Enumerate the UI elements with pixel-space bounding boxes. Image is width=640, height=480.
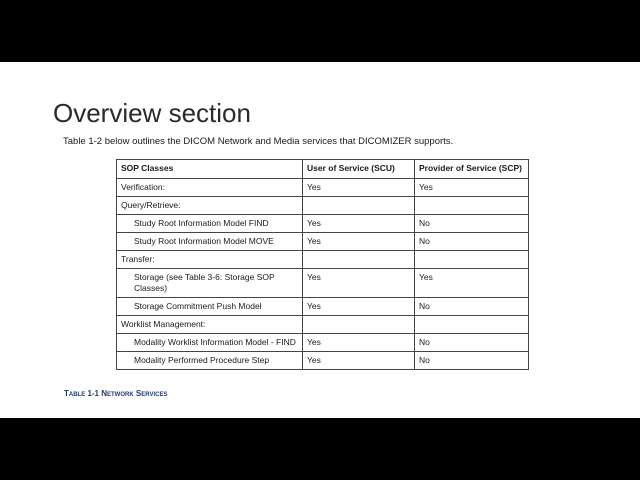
page-title: Overview section (53, 98, 251, 128)
scu-cell: Yes (303, 298, 415, 316)
sop-class-cell: Storage (see Table 3-6: Storage SOP Classes) (117, 269, 303, 298)
scu-cell (303, 316, 415, 334)
table-row (117, 233, 529, 251)
scp-cell (415, 316, 529, 334)
scp-cell: Yes (415, 179, 529, 197)
table-row (117, 352, 529, 370)
scu-cell (303, 251, 415, 269)
scu-cell: Yes (303, 352, 415, 370)
table-caption: Table 1-1 Network Services (64, 389, 168, 398)
intro-text: Table 1-2 below outlines the DICOM Network and Media services that DICOMIZER supports. (63, 136, 454, 147)
scu-cell: Yes (303, 215, 415, 233)
scu-cell: Yes (303, 233, 415, 251)
sop-class-cell: Modality Performed Procedure Step (117, 352, 303, 370)
header-sop-classes: SOP Classes (117, 160, 303, 179)
network-services-table (116, 159, 529, 370)
scp-cell (415, 197, 529, 215)
scp-cell: No (415, 298, 529, 316)
sop-class-cell: Storage Commitment Push Model (117, 298, 303, 316)
table-row (117, 298, 529, 316)
scp-cell: No (415, 215, 529, 233)
table-row (117, 269, 529, 298)
scp-cell: No (415, 352, 529, 370)
scu-cell: Yes (303, 179, 415, 197)
table-row (117, 334, 529, 352)
header-scp: Provider of Service (SCP) (415, 160, 529, 179)
document-page (0, 62, 640, 418)
table-row (117, 197, 529, 215)
sop-class-cell: Study Root Information Model FIND (117, 215, 303, 233)
table-header-row (117, 160, 529, 179)
table-row (117, 251, 529, 269)
scu-cell (303, 197, 415, 215)
table-row (117, 316, 529, 334)
sop-class-cell: Modality Worklist Information Model - FIND (117, 334, 303, 352)
sop-class-cell: Query/Retrieve: (117, 197, 303, 215)
sop-class-cell: Verification: (117, 179, 303, 197)
sop-class-cell: Study Root Information Model MOVE (117, 233, 303, 251)
scp-cell: Yes (415, 269, 529, 298)
scu-cell: Yes (303, 269, 415, 298)
table-row (117, 179, 529, 197)
scp-cell: No (415, 334, 529, 352)
scp-cell (415, 251, 529, 269)
scu-cell: Yes (303, 334, 415, 352)
table-row (117, 215, 529, 233)
sop-class-cell: Worklist Management: (117, 316, 303, 334)
header-scu: User of Service (SCU) (303, 160, 415, 179)
scp-cell: No (415, 233, 529, 251)
sop-class-cell: Transfer: (117, 251, 303, 269)
